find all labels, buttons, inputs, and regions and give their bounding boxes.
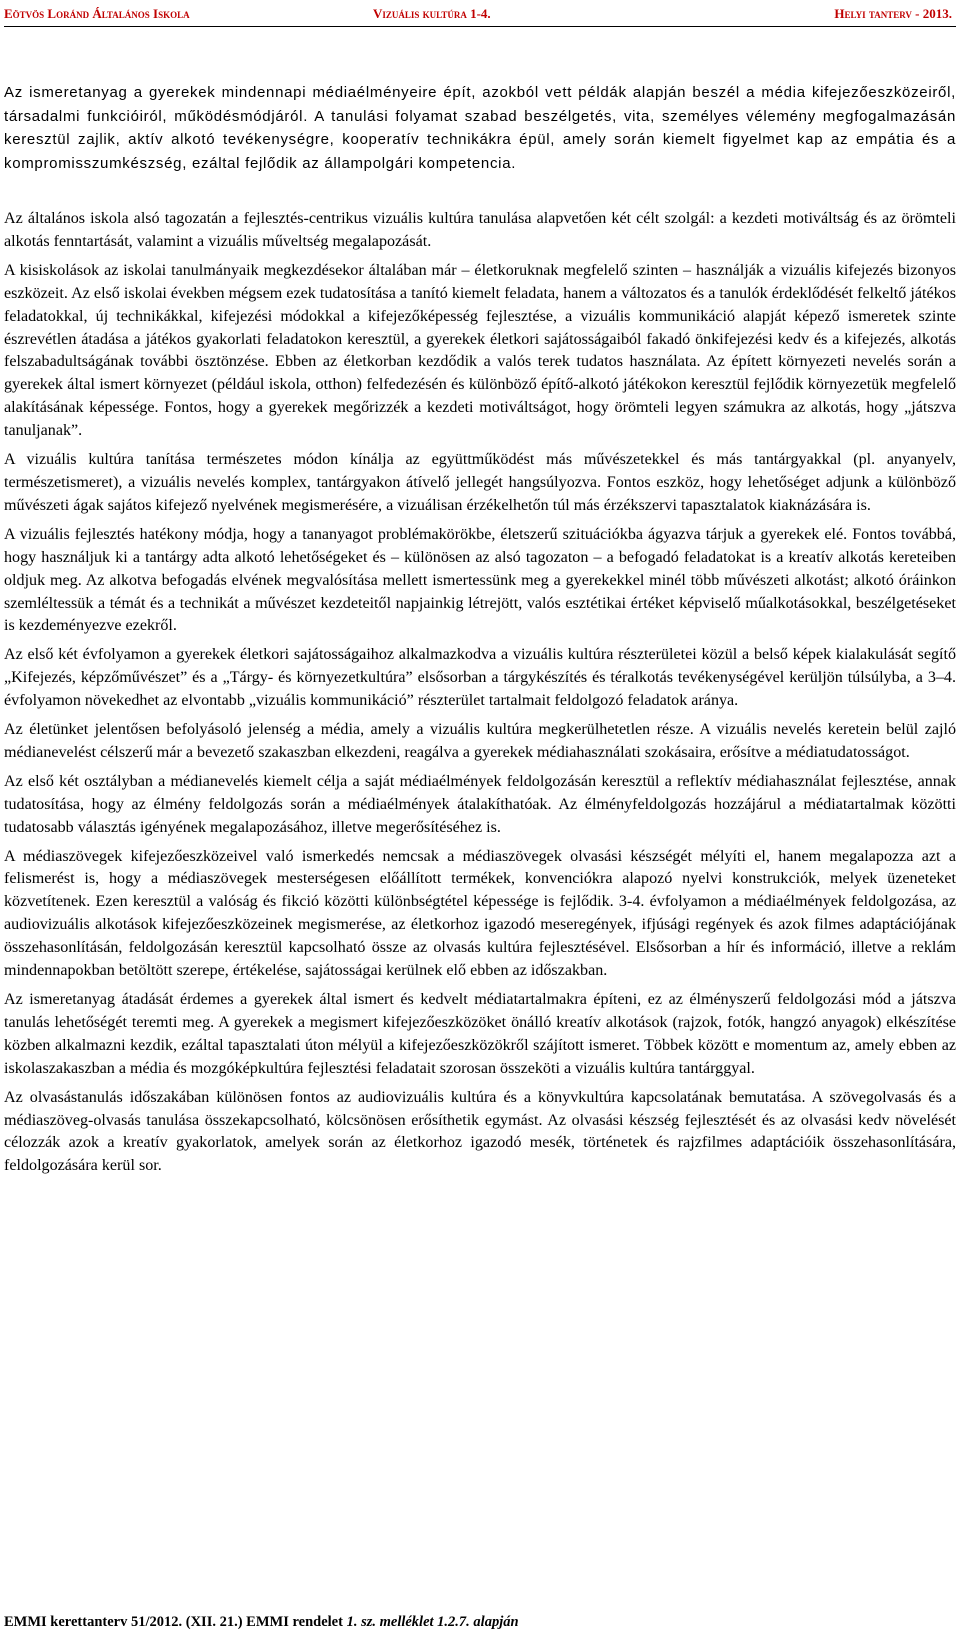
header-curriculum: Helyi tanterv - 2013. — [834, 6, 952, 21]
page-footer — [4, 1614, 519, 1631]
paragraph: Az életünket jelentősen befolyásoló jelenség a média, amely a vizuális kultúra megkerülhetetlen része. A vizuális nevelés keretein belül zajló médianevelést célszerű már a bevezető szakaszban elkezdeni, reagálva a gyerekek médiahasználati szokásaira, erősítve a médiatudatosságot. — [4, 721, 956, 761]
paragraph: A médiaszövegek kifejezőeszközeivel való ismerkedés nemcsak a médiaszövegek olvasási készségét mélyíti el, hanem megalapozza azt a felismerést is, hogy a médiaszövegek mesterségesen előállított termékek, konvenciókra alapozó nyelvi konstrukciók, melyek üzeneteket közvetítenek. Ezen keresztül a valóság és fikció közötti különbségtétel képessége is fejlődik. 3-4. évfolyamon a médiaélmények feldolgozása, az audiovizuális alkotások kifejezőeszközeinek megismerése, az életkorhoz igazodó meseregények, ifjúsági regények és azok filmes adaptációjának összehasonlításán, feldolgozásán keresztül kapcsolható össze az olvasás kultúra fejlesztésével. Elsősorban a hír és információ, illetve a reklám mindennapokban betöltött szerepe, értékelése, sajátosságai kerülnek elő ebben az időszakban. — [4, 847, 956, 980]
document-body — [4, 81, 956, 1184]
page-header — [4, 4, 956, 27]
paragraph: A vizuális kultúra tanítása természetes módon kínálja az együttműködést más művészetekkel és más tantárgyakkal (pl. anyanyelv, természetismeret), a vizuális nevelés komplex, tantárgyakon átívelő jellegét hangsúlyozva. Fontos eszköz, hogy lehetőséget adjunk a különböző művészeti ágak sajátos kifejező nyelvének megismerésére, a vizuálisan érzékelhetőn túl más érzékszervi tapasztalatok kiaknázására is. — [4, 451, 956, 514]
paragraph-gap — [4, 175, 956, 208]
header-school-name: Eötvös Loránd Általános Iskola — [4, 6, 190, 21]
paragraph: Az első két osztályban a médianevelés kiemelt célja a saját médiaélmények feldolgozásán keresztül a reflektív médiahasználat fejlesztése, annak tudatosítása, hogy az élmény feldolgozás során a médiaélmények átalakíthatóak. Az élményfeldolgozás hozzájárul a médiatartalmak közötti tudatosabb választás igényének megalapozásához, illetve megerősítéséhez is. — [4, 772, 956, 836]
paragraph: A kisiskolások az iskolai tanulmányaik megkezdésekor általában már – életkoruknak megfelelő szinten – használják a vizuális kifejezés bizonyos eszközeit. Az első iskolai években mégsem ezek tudatosítása a tanító kiemelt feladata, hanem a változatos és a tanulók érdeklődését felkeltő játékos feladatokkal, új technikákkal, kifejezési módokkal a kifejezőképesség fejlesztése, a vizuális kommunikáció alapját képező ismeretek szinte észrevétlen átadása a játékos gyakorlati feladatokon keresztül, a gyerekek életkori sajátosságaiból fakadó önkifejezési kedv és a kifejezés, alkotás felszabadultságának további ösztönzése. Ebben az életkorban kezdődik a valós terek tudatos használata. Az épített környezeti nevelés során a gyerekek által ismert környezet (például iskola, otthon) felfedezésén és különböző építő-alkotó játékokon keresztül fejlődik környezetük megfelelő alakításának képessége. Fontos, hogy a gyerekek megőrizzék a kezdeti motiváltságot, hogy örömteli legyen számukra az alkotás, hogy „játszva tanuljanak”. — [4, 261, 956, 440]
paragraph: Az első két évfolyamon a gyerekek életkori sajátosságaihoz alkalmazkodva a vizuális kultúra részterületei közül a belső képek kialakulását segítő „Kifejezés, képzőművészet” és a „Tárgy- és környezetkultúra” elsősorban a tárgykészítés és téralkotás tevékenységével kerüljön túlsúlyba, a 3–4. évfolyamon növekedhet az elvontabb „vizuális kommunikáció” részterület tartalmait feldolgozó feladatok aránya. — [4, 646, 956, 710]
footer-reference: EMMI kerettanterv 51/2012. (XII. 21.) EMMI rendelet — [4, 1614, 347, 1630]
paragraph: Az olvasástanulás időszakában különösen fontos az audiovizuális kultúra és a könyvkultúra kapcsolatának bemutatása. A szövegolvasás és a médiaszöveg-olvasás tanulása összekapcsolható, kölcsönösen erősíthetik egymást. Az olvasási készség fejlesztését és az olvasási kedv növelését célozzák azok a kreatív gyakorlatok, amelyek során az életkorhoz igazodó mesék, történetek és rajzfilmes adaptációik összehasonlítására, feldolgozására kerül sor. — [4, 1088, 956, 1175]
paragraph: A vizuális fejlesztés hatékony módja, hogy a tananyagot problémakörökbe, életszerű szituációkba ágyazva tárjuk a gyerekek elé. Fontos továbbá, hogy használjuk ki a tantárgy adta alkotó lehetőségeket és – különösen az alsó tagozaton – a befogadó feladatokat is a kreatív alkotás kereteiben oldjuk meg. Az alkotva befogadás elvének megvalósítása mellett ismertessünk meg a gyerekekkel minél több művészeti alkotást; alkotó óráinkon szemléltessük a témát és a technikát a művészet kezdeteitől napjainkig létrejött, valós esztétikai értéket képviselő műalkotásokkal, beszélgetéseket is kezdeményezve ezekről. — [4, 525, 956, 635]
paragraph: Az ismeretanyag átadását érdemes a gyerekek által ismert és kedvelt médiatartalmakra építeni, ez az élményszerű feldolgozási mód a játszva tanulás lehetőségét teremti meg. A gyerekek a megismert kifejezőeszközöket önálló kreatív alkotások (rajzok, fotók, hangzó anyagok) elkészítése közben alkalmazni kezdik, ezáltal tapasztalati úton mélyül a kifejezőeszközökről szájított ismeret. Többek között e momentum az, amely ebben az iskolaszakaszban a média és mozgóképkultúra fejlesztési feladatait szorosan összeköti a vizuális kultúra tantárggyal. — [4, 991, 956, 1077]
footer-annex: 1. sz. melléklet 1.2.7. alapján — [346, 1614, 519, 1630]
header-subject: Vizuális kultúra 1-4. — [373, 6, 491, 21]
paragraph: Az általános iskola alsó tagozatán a fejlesztés-centrikus vizuális kultúra tanulása alapvetően két célt szolgál: a kezdeti motiváltság és az örömteli alkotás fenntartását, valamint a vizuális műveltség megalapozását. — [4, 210, 956, 250]
intro-paragraph: Az ismeretanyag a gyerekek mindennapi médiaélményeire épít, azokból vett példák alapján beszél a média kifejezőeszközeiről, társadalmi funkcióiról, működésmódjáról. A tanulási folyamat szabad beszélgetés, vita, személyes vélemény megfogalmazásán keresztül zajlik, aktív alkotó tevékenységre, kooperatív technikákra épül, amely során kiemelt figyelmet kap az empátia és a kompromisszumkészség, ezáltal fejlődik az állampolgári kompetencia. — [4, 84, 956, 172]
